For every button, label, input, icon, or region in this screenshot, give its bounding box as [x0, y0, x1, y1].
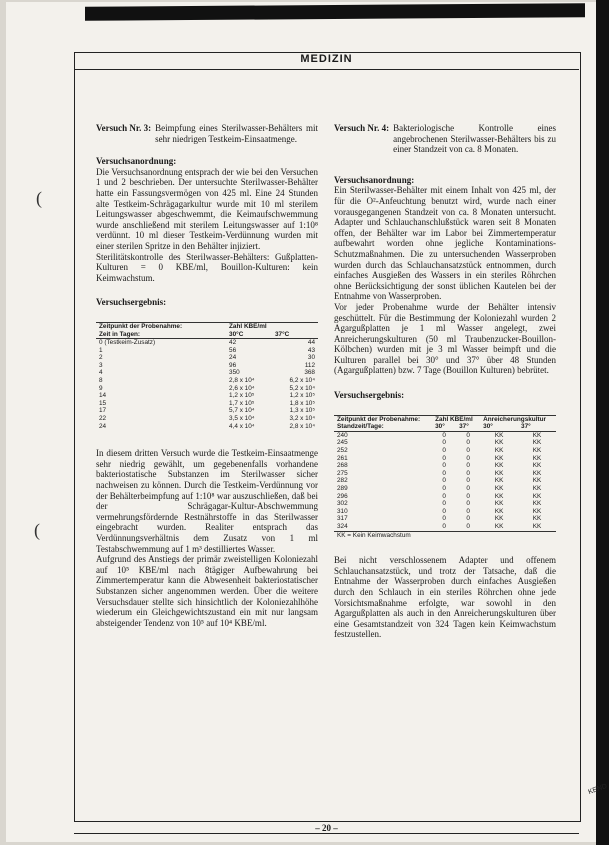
table-cell: 275 [337, 469, 348, 477]
table-cell: KK [532, 492, 542, 500]
table-row [96, 385, 318, 393]
table-row [96, 354, 318, 362]
table-cell: 1,3 x 10⁵ [289, 407, 315, 415]
table-legend: KK = Kein Keimwachstum [334, 531, 556, 539]
versuch-3-table [96, 322, 318, 430]
table-cell: 30 [307, 354, 315, 362]
table-cell: KK [494, 462, 504, 470]
table-header: 37° [456, 423, 480, 431]
table-cell: KK [532, 439, 542, 447]
table-cell: 0 [442, 500, 446, 508]
table-cell: 44 [307, 339, 315, 347]
table-cell: KK [494, 485, 504, 492]
table-row [334, 470, 556, 478]
table-cell: 296 [337, 492, 348, 500]
table-cell: 268 [337, 462, 348, 470]
right-column [334, 123, 556, 640]
table-row [334, 493, 556, 501]
table-cell: 2,8 x 10⁴ [289, 422, 315, 430]
versuch-4-number: Versuch Nr. 4: [334, 123, 390, 133]
binding-hole-mark-bottom: ( [34, 520, 40, 540]
table-cell: 0 [442, 439, 446, 447]
table-cell: KK [494, 454, 504, 462]
versuch-3-heading [96, 123, 318, 144]
table-row [96, 423, 318, 431]
table-cell: 261 [337, 454, 348, 462]
versuch-3-ergebnis-label: Versuchsergebnis: [96, 297, 167, 308]
table-cell: KK [532, 431, 542, 439]
table-cell: 24 [99, 422, 107, 430]
table-cell: KK [494, 522, 504, 530]
table-cell: 5,2 x 10⁴ [289, 384, 315, 392]
table-cell: 0 [466, 500, 470, 508]
table-header: 30° [480, 423, 518, 431]
table-row [334, 431, 556, 439]
table-cell: 4,4 x 10⁴ [229, 422, 255, 430]
table-cell: KK [532, 522, 542, 530]
versuch-3-number: Versuch Nr. 3: [96, 123, 152, 133]
table-cell: 0 (Testkeim-Zusatz) [99, 339, 156, 347]
table-cell: 22 [99, 415, 107, 423]
table-row [334, 447, 556, 455]
table-cell: 0 [442, 431, 446, 439]
table-cell: KK [494, 439, 504, 447]
table-header: Zeit in Tagen: [96, 331, 226, 339]
table-row [334, 439, 556, 447]
table-cell: KK [494, 500, 504, 508]
table-cell: 0 [442, 462, 446, 470]
table-cell: 0 [466, 439, 470, 447]
table-cell: 5,7 x 10⁴ [229, 407, 255, 415]
versuch-4-ergebnis-label: Versuchsergebnis: [334, 390, 405, 401]
table-cell: 368 [304, 369, 315, 377]
table-header: 30° [432, 423, 456, 431]
versuch-4-anordnung-text: Ein Sterilwasser-Behälter mit einem Inhalt von 425 ml, der für die O²-Anfeuchtung benutzt wird, wurde nach einer vorausgegangenen Standzeit von ca. 8 Monaten untersucht. Adapter und Schlauchanschlußstück waren seit 8 Monaten offen, der Behälter war im Labor bei Zimmertemperatur aufbewahrt worden ohne jegliche Kontaminations-Schutzmaßnahmen. Die zu untersuchenden Wasserproben wurden durch das Schlauchansatzstück entnommen, durch einfaches Ausgießen des Wassers in ein steriles Röhrchen ohne Berücksichtigung der sonst üblichen Kautelen bei der Entnahme von Wasserproben. [334, 185, 556, 302]
table-row [334, 523, 556, 531]
table-cell: 324 [337, 522, 348, 530]
table-cell: 9 [99, 384, 103, 392]
page-number: – 20 – [315, 823, 338, 833]
table-header: 30°C [226, 331, 272, 339]
table-cell: 43 [307, 346, 315, 354]
table-cell: 8 [99, 377, 103, 385]
table-cell: 0 [442, 492, 446, 500]
table-row [96, 339, 318, 347]
table-row [334, 462, 556, 470]
table-cell: KK [532, 477, 542, 485]
table-cell: 0 [442, 485, 446, 492]
table-cell: 3 [99, 361, 103, 369]
table-cell: 0 [466, 507, 470, 515]
table-cell: 252 [337, 447, 348, 455]
table-header: 37°C [272, 331, 318, 339]
table-cell: 0 [466, 522, 470, 530]
versuch-3-anordnung-label: Versuchsanordnung: [96, 156, 177, 167]
table-row [96, 415, 318, 423]
table-cell: 2,6 x 10⁴ [229, 384, 255, 392]
table-cell: KK [494, 447, 504, 455]
versuch-3-discussion-2: Aufgrund des Anstiegs der primär zweistelligen Koloniezahl auf 10⁵ KBE/ml nach 8tägiger Aufbewahrung bei Zimmertemperatur kann die Abwesenheit bakteriostatischer Substanzen sicher angenommen werden. Über die weitere Versuchsdauer stellte sich hinsichtlich der Koloniezahlhöhe wiederum ein Gleichgewichtszustand ein mit nur langsam absteigender Tendenz von 10⁵ auf 10⁴ KBE/ml. [96, 554, 318, 628]
versuch-3-description: Beimpfung eines Sterilwasser-Behälters mit sehr niedrigen Testkeim-Einsaatmenge. [155, 123, 318, 144]
table-cell: 317 [337, 515, 348, 523]
table-row [334, 500, 556, 508]
table-cell: 1 [99, 346, 103, 354]
table-row [334, 477, 556, 485]
table-cell: 15 [99, 399, 107, 407]
table-cell: 24 [229, 354, 237, 362]
left-column [96, 123, 318, 628]
footer-rule [74, 833, 579, 834]
table-cell: 350 [229, 369, 240, 377]
table-cell: 0 [442, 522, 446, 530]
table-cell: 0 [442, 454, 446, 462]
table-header: 37° [518, 423, 556, 431]
table-cell: 0 [442, 469, 446, 477]
table-cell: KK [494, 477, 504, 485]
table-cell: 112 [304, 361, 315, 369]
table-cell: KK [532, 469, 542, 477]
table-cell: KK [532, 507, 542, 515]
binding-hole-mark-top: ( [36, 188, 42, 208]
table-cell: 0 [466, 454, 470, 462]
table-cell: 17 [99, 407, 107, 415]
table-cell: 1,2 x 10⁵ [229, 392, 255, 400]
table-row [334, 515, 556, 523]
versuch-3-anordnung-text: Die Versuchsanordnung entsprach der wie bei den Versuchen 1 und 2 beschrieben. Der untersuchte Sterilwasser-Behälter hatte ein Fassungsvermögen von 425 ml. Eine 24 Stunden alte Testkeim-Schrägagarkultur wurde mit 10 ml sterilem Leitungswasser abgeschwemmt, die Keimaufschwemmung wurde anschließend mit sterilem Leitungswasser auf 1:10⁸ verdünnt. 10 ml dieser Testkeim-Verdünnung wurden mit einer sterilen Spritze in den Behälter injiziert. [96, 166, 318, 251]
table-cell: KK [532, 485, 542, 492]
versuch-3-discussion-1: In diesem dritten Versuch wurde die Testkeim-Einsaatmenge sehr niedrig gewählt, um gegebenenfalls vorhandene bakteriostatische Substanzen im Sterilwasser sicher nachweisen zu können. Durch die Testkeim-Verdünnung vor der Behälterbeimpfung auf 1:10⁸ war auszuschließen, daß bei der Schrägagar-Kultur-Abschwemmung vermehrungsfördernde Restnährstoffe in das Sterilwasser eingebracht wurden. Realiter entsprach das Verdünnungsverhältnis dem Zusatz von 1 ml Testabschwemmung auf 1 m³ destilliertes Wasser. [96, 448, 318, 554]
table-header: Zeitpunkt der Probenahme: [334, 415, 432, 423]
table-cell: 0 [466, 485, 470, 492]
table-cell: 4 [99, 369, 103, 377]
table-cell: KK [494, 507, 504, 515]
table-cell: 245 [337, 439, 348, 447]
scan-right-edge [596, 0, 609, 845]
table-cell: 56 [229, 346, 237, 354]
table-cell: 289 [337, 485, 348, 492]
table-header: Zahl KBE/ml [226, 322, 318, 330]
table-row [334, 508, 556, 516]
versuch-4-description: Bakteriologische Kontrolle eines angebrochenen Sterilwasser-Behälters bis zu einer Standzeit von ca. 8 Monaten. [393, 123, 556, 155]
table-row [96, 362, 318, 370]
table-row [96, 369, 318, 377]
table-cell: 0 [466, 447, 470, 455]
table-cell: 0 [442, 447, 446, 455]
table-cell: KK [532, 500, 542, 508]
versuch-4-anordnung-text-2: Vor jeder Probenahme wurde der Behälter intensiv geschüttelt. Für die Bestimmung der Koloniezahl wurden 2 Agargußplatten je 1 ml Wasser angelegt, zwei Anreicherungskulturen (50 ml Traubenzucker-Bouillon-Kölbchen) wurden mit je 3 ml Wasser beimpft und die Kulturen parallel bei 30° und 37° über 48 Stunden (Agargußplatten) bzw. 7 Tage (Bouillon Kulturen) bebrütet. [334, 301, 556, 376]
table-cell: 1,2 x 10⁵ [289, 392, 315, 400]
margin-stamp: KEND [587, 782, 609, 797]
section-header [74, 52, 579, 70]
table-cell: KK [494, 431, 504, 439]
table-cell: KK [494, 469, 504, 477]
table-cell: KK [532, 454, 542, 462]
table-cell: 96 [229, 361, 237, 369]
table-header: Zahl KBE/ml [432, 415, 480, 423]
versuch-3-kontrolle-text: Sterilitätskontrolle des Sterilwasser-Behälters: Gußplatten-Kulturen = 0 KBE/ml, Bouillon-Kulturen: kein Keimwachstum. [96, 251, 318, 283]
table-cell: 2 [99, 354, 103, 362]
table-cell: KK [494, 515, 504, 523]
table-cell: KK [532, 462, 542, 470]
table-row [96, 400, 318, 408]
table-cell: KK [532, 447, 542, 455]
table-row [334, 455, 556, 463]
table-cell: KK [532, 515, 542, 523]
table-cell: 6,2 x 10⁴ [289, 377, 315, 385]
table-cell: 0 [466, 462, 470, 470]
table-cell: 0 [466, 492, 470, 500]
table-cell: 3,2 x 10⁴ [289, 415, 315, 423]
table-cell: 14 [99, 392, 107, 400]
table-cell: 310 [337, 507, 348, 515]
table-cell: 0 [466, 469, 470, 477]
table-cell: KK [494, 492, 504, 500]
table-cell: 282 [337, 477, 348, 485]
table-cell: 240 [337, 431, 348, 439]
table-row [96, 377, 318, 385]
table-cell: 302 [337, 500, 348, 508]
table-cell: 3,5 x 10⁴ [229, 415, 255, 423]
table-cell: 0 [442, 515, 446, 523]
table-row [334, 485, 556, 493]
versuch-4-anordnung-label: Versuchsanordnung: [334, 174, 415, 185]
versuch-4-table [334, 415, 556, 540]
table-header: Anreicherungskultur [480, 415, 556, 423]
table-cell: 0 [466, 477, 470, 485]
versuch-4-discussion: Bei nicht verschlossenem Adapter und offenem Schlauchansatzstück, und trotz der Tatsache, daß die Entnahme der Wasserproben durch einfaches Ausgießen durch den Schlauch in ein steriles Röhrchen ohne jede Vorsichtsmaßnahme erfolgte, war sowohl in den Agargußplatten als auch in den Anreicherungskulturen über eine Gesamtstandzeit von 324 Tagen kein Keimwachstum festzustellen. [334, 555, 556, 640]
table-cell: 0 [466, 515, 470, 523]
table-cell: 42 [229, 339, 237, 347]
table-cell: 0 [442, 477, 446, 485]
table-cell: 1,8 x 10⁵ [289, 399, 315, 407]
table-row [96, 407, 318, 415]
table-cell: 2,8 x 10⁴ [229, 377, 255, 385]
table-cell: 0 [442, 507, 446, 515]
section-title: MEDIZIN [300, 53, 353, 65]
table-header: Standzeit/Tage: [334, 423, 432, 431]
versuch-4-heading [334, 123, 556, 155]
table-cell: 1,7 x 10⁵ [229, 399, 255, 407]
table-header: Zeitpunkt der Probenahme: [96, 322, 226, 330]
table-row [96, 392, 318, 400]
table-row [96, 347, 318, 355]
table-cell: 0 [466, 431, 470, 439]
